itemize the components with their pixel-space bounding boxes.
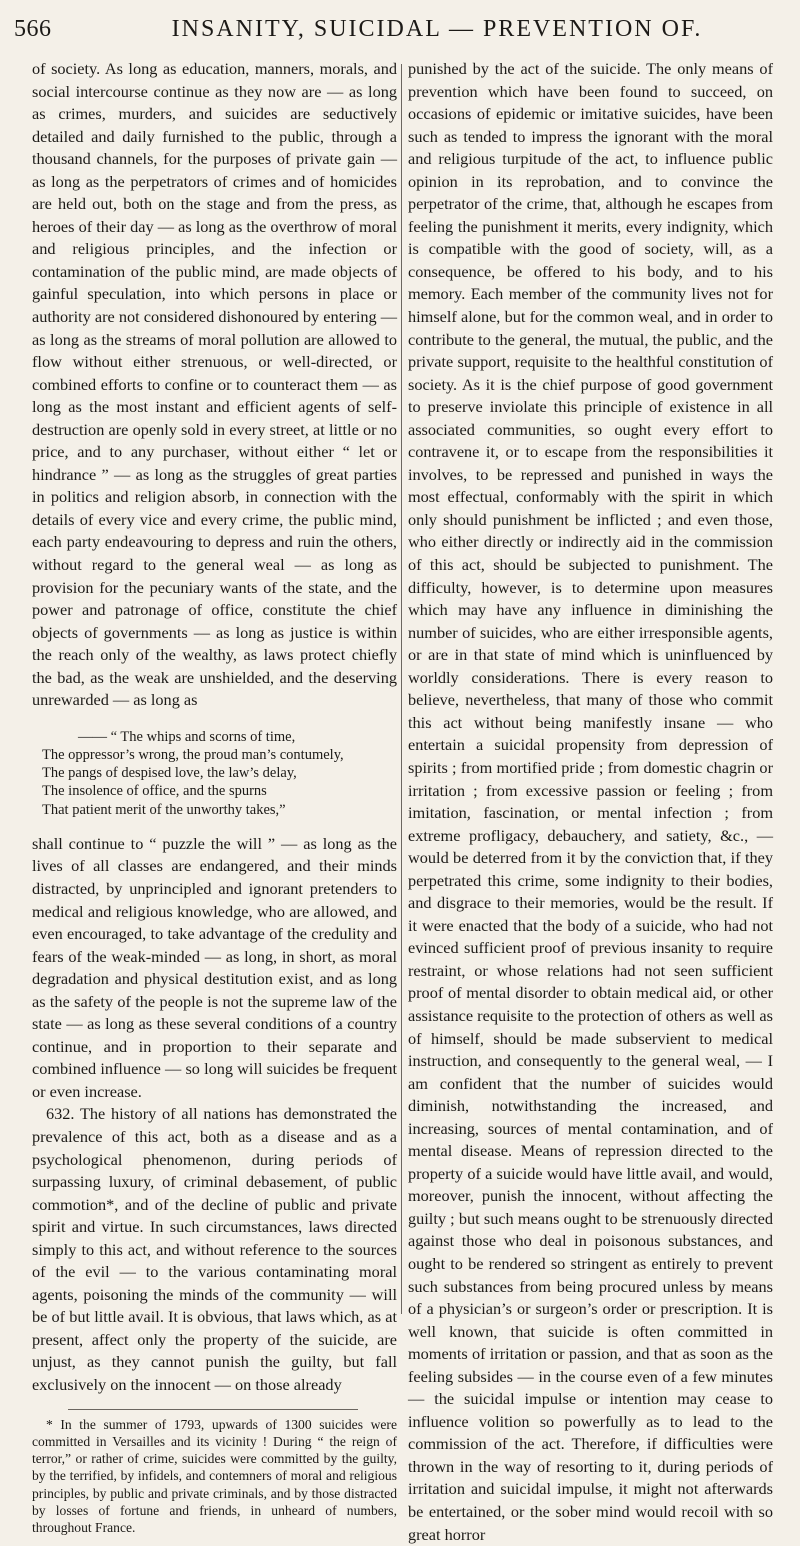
page-number: 566 [14,16,52,42]
footnote-rule [68,1409,358,1410]
footnote: * In the summer of 1793, upwards of 1300 suicides were committed in Versailles and its vicinity ! During “ the reign of terror,” or rather of crime, suicides were committed by the guilty, by the terrified, by infidels, and contemners of moral and religious principles, by public and private criminals, and by those distracted by losses of fortune and friends, in unheard of numbers, throughout France. [32,1416,397,1536]
left-paragraph-1: of society. As long as education, manners, morals, and social intercourse continue as they now are — as long as crimes, murders, and suicides are seductively detailed and daily furnished to the public, through a thousand channels, for the purposes of private gain — as long as the perpetrators of crimes and of homicides are held out, both on the stage and from the press, as heroes of their day — as long as the overthrow of moral and religious principles, and the infection or contamination of the public mind, are made objects of gainful speculation, into which persons in place or authority are not considered dishonoured by entering — as long as the streams of moral pollution are allowed to flow without either strenuous, or well-directed, or combined efforts to confine or to counteract them — as long as the most instant and efficient agents of self-destruction are openly sold in every street, at little or no price, and to any purchaser, without either “ let or hindrance ” — as long as the struggles of great parties in politics and religion absorb, in connection with the details of every vice and every crime, the public mind, each party endeavouring to depress and ruin the others, without regard to the general weal — as long as provision for the pecuniary wants of the state, and the power and patronage of office, constitute the chief objects of governments — as long as justice is within the reach only of the wealthy, as laws protect chiefly the bad, as the weak are unshielded, and the deserving unrewarded — as long as [32,59,397,710]
verse-line: The pangs of despised love, the law’s delay, [42,765,297,782]
left-paragraph-2: shall continue to “ puzzle the will ” — as long as the lives of all classes are endangered, and their minds distracted, by unprincipled and ignorant pretenders to medical and religious knowledge, who are allowed, and even encouraged, to take advantage of the credulity and fears of the weak-minded — as long, in short, as moral degradation and physical destitution exist, and as long as the safety of the people is not the supreme law of the state — as long as these several conditions of a country continue, and in proportion to their separate and combined influence — so long will suicides be frequent or even increase. [32,833,397,1101]
section-632-paragraph: 632. The history of all nations has demonstrated the prevalence of this act, both as a disease and as a psychological phenomenon, during periods of surpassing luxury, of criminal debasement, of public commotion*, and of the decline of public and private spirit and virtue. In such circumstances, laws directed simply to this act, and without reference to the sources of the evil — to the various contaminating moral agents, poisoning the minds of the community — will be of but little avail. It is obvious, that laws which, as at present, affect only the property of the suicide, are unjust, as they cannot punish the guilty, but fall exclusively on the innocent — on those already [32,1104,397,1394]
quoted-verse [32,728,397,819]
verse-line: —— “ The whips and scorns of time, [78,728,296,745]
verse-line: That patient merit of the unworthy takes,” [42,801,286,818]
running-head: INSANITY, SUICIDAL — PREVENTION OF. [171,16,703,42]
text-columns [32,58,790,1544]
page-header [14,6,786,52]
right-column [408,58,773,1544]
verse-line: The insolence of office, and the spurns [42,783,267,800]
verse-line: The oppressor’s wrong, the proud man’s contumely, [42,747,344,764]
left-column [32,58,397,1536]
right-paragraph-1: punished by the act of the suicide. The only means of prevention which have been found to succeed, on occasions of epidemic or imitative suicides, have been such as tended to impress the ignorant with the moral and religious turpitude of the act, to influence public opinion in its reprobation, and to convince the perpetrator of the crime, that, although he escapes from feeling the punishment it merits, every indignity, which is compatible with the good of society, will, as a consequence, be offered to his body, and to his memory. Each member of the community lives not for himself alone, but for the common weal, and in order to contribute to the general, the mutual, the public, and the private support, requisite to the healthful constitution of society. As it is the chief purpose of good government to preserve inviolate this principle of existence in all associated communities, so ought every effort to contravene it, or to escape from the responsibilities it involves, to be repressed and punished in ways the most effectual, conformably with the spirit in which only should punishment be inflicted ; and even those, who either directly or indirectly aid in the commission of this act, should be subjected to punishment. The difficulty, however, is to determine upon measures which may have any influence in diminishing the number of suicides, who are either irresponsible agents, or are in that state of mind which is uninfluenced by worldly considerations. There is every reason to believe, nevertheless, that many of those who commit this act without being manifestly insane — who entertain a suicidal propensity from depression of spirits ; from mortified pride ; from domestic chagrin or irritation ; from excessive passion or feeling ; from imitation, fascination, or mental infection ; from extreme profligacy, debauchery, and satiety, &c., — would be deterred from it by the conviction that, if they perpetrated this crime, some indignity to their bodies, and disgrace to their memories, would be the result. If it were enacted that the body of a suicide, who had not evinced sufficient proof of previous insanity to require restraint, or whose relations had not seen sufficient proof of mental disorder to obtain medical aid, or other assistance requisite to the protection of others as well as of himself, should be made subservient to medical instruction, and consequently to the general weal, — I am confident that the number of suicides would diminish, notwithstanding the increased, and increasing, sources of mental contamination, and of mental disease. Means of repression directed to the property of a suicide would have little avail, and would, moreover, punish the innocent, without affecting the guilty ; but such means ought to be strenuously directed against those who deal in poisonous substances, and ought to be rendered so stringent as entirely to prevent such substances from being procured unless by means of a physician’s or surgeon’s order or prescription. It is well known, that suicide is often committed in moments of irritation or passion, and that as soon as the feeling subsides — in the course even of a few minutes — the suicidal impulse or intention may cease to influence volition so powerfully as to lead to the commission of the act. Therefore, if difficulties were thrown in the way of resorting to it, during periods of irritation and suicidal impulse, it might not afterwards be entertained, or the sober mind would recoil with so great horror [408,59,773,1544]
column-divider [401,64,402,1314]
